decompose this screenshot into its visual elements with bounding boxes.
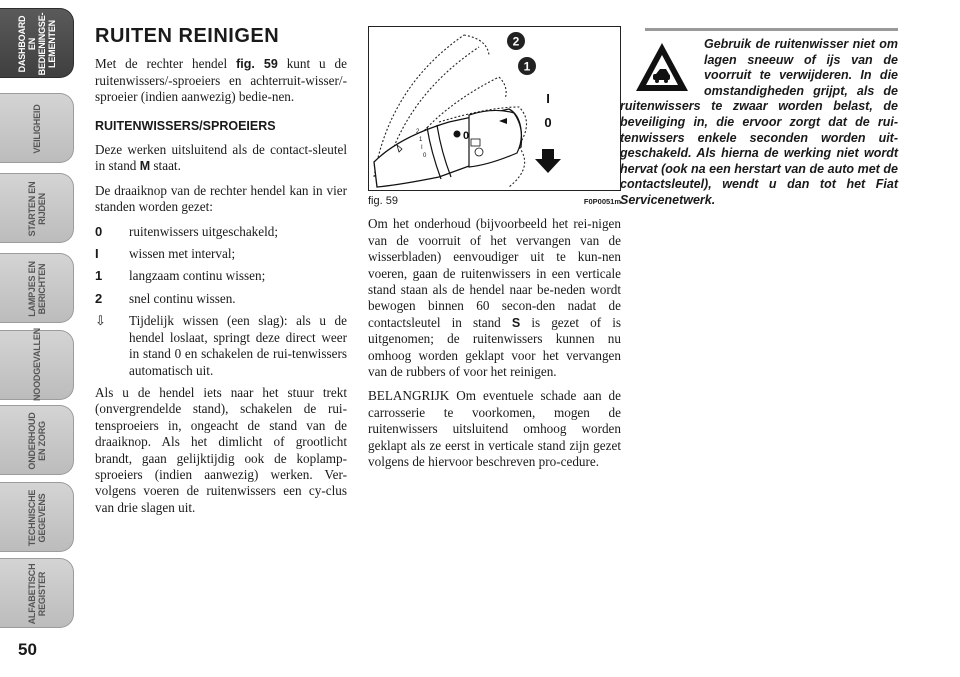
tab-technische-gegevens[interactable] [0,482,74,552]
column-left [95,25,347,524]
washer-paragraph: Als u de hendel iets naar het stuur trekt (onvergrendelde stand), schakelen de rui-tensproeiers in, ongeacht de stand van de draaiknop. Als het dimlicht of grootlicht brandt, gaan gelijktijdig ook de koplamp-sproeiers (indien aanwezig) werken. Ver-volgens voeren de ruitenwissers een cy-clus van drie slagen uit. [95,384,347,515]
tab-lampjes-en-berichten[interactable] [0,253,74,323]
position-key: 0 [95,223,103,239]
position-key: 1 [95,268,103,284]
tab-label: TECHNISCHE GEGEVENS [27,489,47,547]
figure-code: F0P0051m [583,197,621,206]
warning-divider [645,28,898,31]
position-key: I [95,246,99,262]
tab-label: STARTEN EN RIJDEN [27,181,47,237]
maintenance-paragraph: Om het onderhoud (bijvoorbeeld het rei-nigen van de voorruit of het vervangen van de wisserbladen) eenvoudiger uit te kun-nen voeren, gaan de ruitenwissers in een verticale stand staan als de hendel naar be-neden wordt bewogen binnen 60 secon-den nadat de contactsleutel in stand S is gezet of is uitgenomen; de ruitenwissers kunnen nu omhoog worden geklapt voor het vervangen van de rubbers of voor het reinigen. [368,216,621,380]
list-item: 1 langzaam continu wissen; [95,268,266,284]
position-label: I [546,91,550,106]
subheading: RUITENWISSERS/SPROEIERS [95,118,276,133]
fig-reference: fig. 59 [236,57,278,72]
svg-text:0: 0 [463,130,470,142]
warning-box [620,37,898,209]
tab-onderhoud-en-zorg[interactable] [0,405,74,475]
list-item: I wissen met interval; [95,246,236,262]
figure-caption: fig. 59 [368,195,398,207]
tab-alfabetisch-register[interactable] [0,558,74,628]
warning-text: Gebruik de ruitenwisser niet om lagen sneeuw of ijs van de voorruit te verwijderen. In die omstandigheden grijpt, als de ruitenwissers te zwaar worden belast, de beveiliging in, die ervoor zorgt dat de rui-tenwissers enkele seconden worden uit-geschakeld. Als hierna de werking niet wordt hervat (ook na een herstart van de auto met de contactsleutel), wendt u dan tot het Fiat Servicenetwerk. [620,37,898,207]
svg-text:2: 2 [416,129,420,135]
column-middle [368,26,621,479]
list-item: ⇩ Tijdelijk wissen (een slag): als u de hendel loslaat, springt deze direct weer in stand 0 en schakelen de rui-tenwissers automatisch uit. [95,313,347,378]
list-item: 0 ruitenwissers uitgeschakeld; [95,223,279,239]
tab-label: LAMPJES EN BERICHTEN [27,261,47,317]
positions-list [95,224,347,379]
important-paragraph: BELANGRIJK Om eventuele schade aan de carrosserie te voorkomen, mogen de ruitenwissers uitsluitend omhoog worden geklapt als ze eerst in verticale stand zijn gezet volgens de hiervoor beschreven pro-cedure. [368,388,621,470]
tab-label: DASHBOARD EN BEDIENINGSE- LEMENTEN [17,12,57,76]
badge-label: 1 [523,59,531,74]
tab-label: ALFABETISCH REGISTER [27,563,47,625]
tab-dashboard[interactable] [0,8,74,78]
warning-triangle-icon [620,39,696,95]
figure-caption-row [368,193,621,210]
badge-label: 2 [512,34,520,49]
key-position-m: M [139,159,151,174]
key-position-s: S [511,315,521,330]
wiper-lever-illustration [369,27,621,191]
tab-noodgevallen[interactable] [0,330,74,400]
list-item: 2 snel continu wissen. [95,290,236,306]
chapter-tabs [0,0,74,640]
svg-text:1: 1 [419,137,423,143]
tab-starten-en-rijden[interactable] [0,173,74,243]
tab-label: ONDERHOUD EN ZORG [27,412,47,470]
tab-veiligheid[interactable] [0,93,74,163]
page-title: RUITEN REINIGEN [95,25,280,47]
intro-paragraph: Met de rechter hendel fig. 59 kunt u de ruitenwissers/-sproeiers en achterruit-wisser/-sproeier (indien aanwezig) bedie-nen. [95,56,347,105]
position-label: 0 [544,115,552,130]
positions-intro: De draaiknop van de rechter hendel kan in vier standen worden gezet: [95,182,347,215]
position-key: 2 [95,290,103,306]
arrow-down-icon [535,149,561,173]
svg-text:I: I [421,145,423,151]
tab-label: VEILIGHEID [32,104,42,154]
page-number: 50 [18,640,37,659]
figure-wiper-lever [368,26,621,191]
tab-label: NOODGEVALLEN [32,328,42,401]
svg-text:0: 0 [423,153,427,159]
arrow-down-icon: ⇩ [95,313,106,329]
contact-paragraph: Deze werken uitsluitend als de contact-sleutel in stand M staat. [95,142,347,174]
column-right [620,28,898,209]
